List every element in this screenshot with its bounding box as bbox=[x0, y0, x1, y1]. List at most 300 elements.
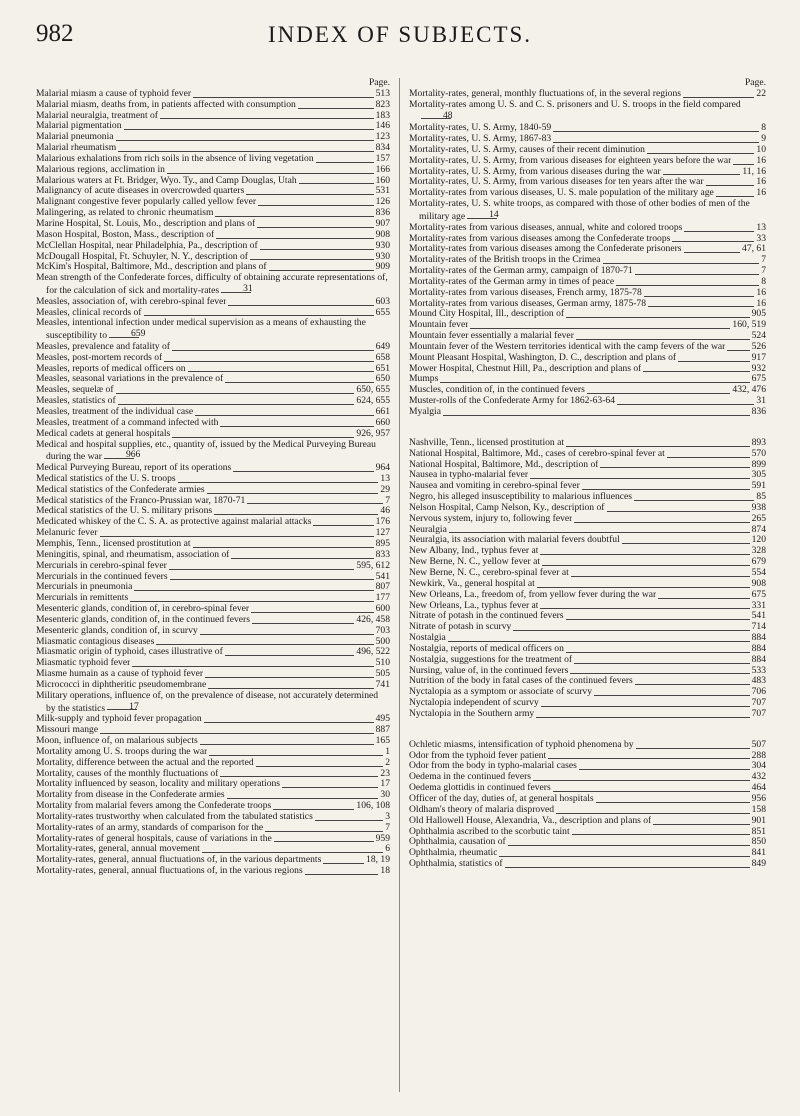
leader-line bbox=[648, 306, 754, 307]
entry-text: Mortality-rates, U. S. white troops, as compared with those of other bodies of men of the military age bbox=[409, 198, 750, 222]
entry-text: Mortality-rates, U. S. Army, from various diseases for ten years after the war bbox=[409, 177, 704, 188]
leader-line bbox=[204, 722, 374, 723]
entry-text: McClellan Hospital, near Philadelphia, Pa., description of bbox=[36, 240, 258, 251]
entry-page: 146 bbox=[375, 120, 390, 132]
entry-page: 3 bbox=[385, 810, 390, 822]
leader-line bbox=[449, 532, 750, 533]
entry-page: 675 bbox=[751, 588, 766, 600]
leader-line bbox=[200, 634, 374, 635]
entry-page: 707 bbox=[751, 697, 766, 709]
entry-page: 432, 476 bbox=[732, 384, 766, 396]
entry-page: 714 bbox=[751, 621, 766, 633]
index-entry bbox=[409, 601, 766, 612]
index-entry bbox=[36, 758, 390, 769]
index-entry bbox=[409, 783, 766, 794]
entry-page: 23 bbox=[380, 767, 390, 779]
leader-line bbox=[305, 874, 379, 875]
entry-page: 959 bbox=[375, 832, 390, 844]
entry-page: 541 bbox=[751, 610, 766, 622]
entry-text: Mortality-rates from various diseases among the Confederate prisoners bbox=[409, 244, 682, 255]
leader-line bbox=[678, 361, 749, 362]
entry-text: Malarial rheumatism bbox=[36, 143, 117, 154]
entry-page: 624, 655 bbox=[356, 395, 390, 407]
entry-text: Mortality influenced by season, locality and military operations bbox=[36, 779, 281, 790]
entry-page: 126 bbox=[375, 196, 390, 208]
entry-text: Measles, prevalence and fatality of bbox=[36, 341, 170, 352]
entry-text: Neuralgia bbox=[409, 524, 447, 535]
entry-text: Oedema glottidis in continued fevers bbox=[409, 783, 551, 794]
index-entry bbox=[409, 449, 766, 460]
leader-line bbox=[216, 238, 373, 239]
index-entry bbox=[36, 342, 390, 353]
entry-page: 106, 108 bbox=[356, 800, 390, 812]
entry-text: Military operations, influence of, on the prevalence of disease, not accurately determined by the statistics bbox=[36, 689, 379, 714]
entry-text: Mount Pleasant Hospital, Washington, D. C., description and plans of bbox=[409, 352, 677, 363]
entry-text: Medical statistics of the U. S. troops bbox=[36, 473, 176, 484]
index-entry bbox=[36, 197, 390, 208]
entry-page: 707 bbox=[751, 707, 766, 719]
entry-page: 7 bbox=[761, 265, 766, 277]
leader-line bbox=[653, 824, 749, 825]
leader-line bbox=[169, 569, 355, 570]
leader-line bbox=[683, 97, 754, 98]
leader-line bbox=[205, 677, 374, 678]
index-entry bbox=[409, 288, 766, 299]
index-entry bbox=[36, 208, 390, 219]
entry-text: Nitrate of potash in the continued fevers bbox=[409, 611, 564, 622]
entry-page: 157 bbox=[375, 152, 390, 164]
entry-page: 807 bbox=[375, 581, 390, 593]
leader-line bbox=[225, 382, 373, 383]
entry-page: 660 bbox=[375, 416, 390, 428]
entry-page: 432 bbox=[751, 771, 766, 783]
entry-text: Measles, clinical records of bbox=[36, 307, 142, 318]
entry-page: 966 bbox=[125, 449, 141, 461]
index-entry bbox=[409, 492, 766, 503]
entry-text: Mumps bbox=[409, 374, 439, 385]
leader-line bbox=[663, 174, 741, 175]
entry-page: 16 bbox=[756, 187, 766, 199]
entry-text: Ophthalmia, rheumatic bbox=[409, 848, 498, 859]
entry-page: 8 bbox=[761, 275, 766, 287]
entry-page: 849 bbox=[751, 858, 766, 870]
index-entry bbox=[409, 805, 766, 816]
leader-line bbox=[298, 108, 374, 109]
leader-line bbox=[566, 446, 750, 447]
entry-page: 483 bbox=[751, 675, 766, 687]
index-entry bbox=[409, 698, 766, 709]
entry-page: 658 bbox=[375, 351, 390, 363]
leader-line bbox=[260, 249, 374, 250]
entry-page: 909 bbox=[375, 261, 390, 273]
leader-line bbox=[250, 259, 374, 260]
entry-page: 851 bbox=[751, 825, 766, 837]
entry-page: 496, 522 bbox=[356, 646, 390, 658]
entry-page: 938 bbox=[751, 501, 766, 513]
index-entry bbox=[409, 611, 766, 622]
entry-text: Measles, statistics of bbox=[36, 396, 116, 407]
index-entry bbox=[409, 740, 766, 751]
index-entry bbox=[36, 121, 390, 132]
entry-page: 16 bbox=[756, 176, 766, 188]
entry-page: 304 bbox=[751, 760, 766, 772]
entry-text: Negro, his alleged insusceptibility to malarious influences bbox=[409, 492, 633, 503]
index-entry: Mortality-rates among U. S. and C. S. prisoners and U. S. troops in the field compared 48 bbox=[409, 98, 741, 121]
entry-text: Miasmatic contagious diseases bbox=[36, 636, 155, 647]
entry-page: 533 bbox=[751, 664, 766, 676]
entry-text: Nitrate of potash in scurvy bbox=[409, 622, 512, 633]
index-entry bbox=[36, 550, 390, 561]
entry-page: 595, 612 bbox=[356, 559, 390, 571]
index-entry bbox=[36, 396, 390, 407]
entry-text: Nyctalopia independent of scurvy bbox=[409, 698, 539, 709]
entry-page: 884 bbox=[751, 632, 766, 644]
index-entry bbox=[409, 622, 766, 633]
index-entry bbox=[36, 418, 390, 429]
entry-page: 30 bbox=[380, 789, 390, 801]
entry-text: Malarial miasm, deaths from, in patients affected with consumption bbox=[36, 99, 296, 110]
entry-page: 33 bbox=[756, 232, 766, 244]
entry-text: Newkirk, Va., general hospital at bbox=[409, 578, 535, 589]
entry-page: 823 bbox=[375, 98, 390, 110]
entry-text: National Hospital, Baltimore, Md., cases of cerebro-spinal fever at bbox=[409, 448, 665, 459]
index-entry bbox=[409, 503, 766, 514]
entry-text: Ophthalmia ascribed to the scorbutic taint bbox=[409, 826, 570, 837]
index-entry bbox=[409, 407, 766, 418]
entry-page: 907 bbox=[375, 217, 390, 229]
index-entry bbox=[409, 514, 766, 525]
entry-text: Mortality-rates, U. S. Army, causes of their recent diminution bbox=[409, 144, 645, 155]
entry-page: 651 bbox=[375, 362, 390, 374]
entry-text: Mortality-rates, general, annual fluctuations of, in the various regions bbox=[36, 866, 303, 877]
index-entry bbox=[36, 474, 390, 485]
entry-page: 706 bbox=[751, 686, 766, 698]
index-entry bbox=[409, 535, 766, 546]
leader-line bbox=[200, 744, 374, 745]
leader-line bbox=[570, 673, 749, 674]
leader-line bbox=[533, 780, 750, 781]
entry-page: 158 bbox=[751, 803, 766, 815]
entry-page: 11, 16 bbox=[742, 165, 766, 177]
entry-page: 123 bbox=[375, 131, 390, 143]
index-entry bbox=[36, 440, 390, 464]
entry-text: Malarial miasm a cause of typhoid fever bbox=[36, 88, 192, 99]
entry-text: Mean strength of the Confederate forces, difficulty of obtaining accurate representations of, for the calculation of sick and mortality-rates bbox=[36, 272, 388, 296]
leader-line bbox=[582, 489, 750, 490]
index-entry bbox=[36, 219, 390, 230]
entry-page: 932 bbox=[751, 362, 766, 374]
entry-text: Old Hallowell House, Alexandria, Va., description and plans of bbox=[409, 815, 652, 826]
entry-page: 526 bbox=[751, 340, 766, 352]
entry-page: 834 bbox=[375, 142, 390, 154]
leader-line bbox=[603, 263, 760, 264]
index-entry bbox=[36, 318, 390, 342]
entry-page: 7 bbox=[385, 821, 390, 833]
entry-page: 603 bbox=[375, 295, 390, 307]
entry-text: Neuralgia, its association with malarial fevers doubtful bbox=[409, 535, 620, 546]
entry-text: Malignancy of acute diseases in overcrowded quarters bbox=[36, 186, 245, 197]
index-entry bbox=[36, 385, 390, 396]
entry-page: 331 bbox=[751, 599, 766, 611]
entry-page: 675 bbox=[751, 373, 766, 385]
leader-line bbox=[156, 644, 373, 645]
entry-text: Officer of the day, duties of, at general hospitals bbox=[409, 794, 594, 804]
index-entry bbox=[36, 100, 390, 111]
index-entry bbox=[36, 154, 390, 165]
index-entry bbox=[409, 385, 766, 396]
leader-line bbox=[100, 536, 374, 537]
index-entry bbox=[36, 132, 390, 143]
entry-text: Mortality, causes of the monthly fluctuations of bbox=[36, 768, 219, 779]
entry-text: New Albany, Ind., typhus fever at bbox=[409, 546, 539, 557]
leader-line bbox=[160, 118, 374, 119]
leader-line bbox=[733, 164, 754, 165]
entry-text: Nostalgia, reports of medical officers on bbox=[409, 643, 564, 654]
leader-line bbox=[132, 666, 373, 667]
index-entry bbox=[36, 866, 390, 877]
index-entry bbox=[409, 234, 766, 245]
entry-text: Malignant congestive fever popularly called yellow fever bbox=[36, 197, 257, 208]
leader-line bbox=[727, 350, 749, 351]
leader-line bbox=[252, 623, 354, 624]
entry-text: Measles, reports of medical officers on bbox=[36, 363, 186, 374]
leader-line bbox=[440, 382, 749, 383]
entry-page: 464 bbox=[751, 782, 766, 794]
entry-page: 964 bbox=[375, 462, 390, 474]
leader-line bbox=[684, 252, 740, 253]
index-entry bbox=[409, 568, 766, 579]
index-entry bbox=[36, 582, 390, 593]
index-entry bbox=[36, 528, 390, 539]
entry-text: Mortality among U. S. troops during the war bbox=[36, 746, 208, 757]
leader-line bbox=[225, 655, 355, 656]
entry-page: 570 bbox=[751, 447, 766, 459]
leader-line bbox=[594, 695, 750, 696]
leader-line bbox=[257, 227, 373, 228]
entry-page: 554 bbox=[751, 566, 766, 578]
leader-line bbox=[208, 688, 373, 689]
leader-line bbox=[193, 97, 374, 98]
entry-text: Medical Purveying Bureau, report of its operations bbox=[36, 463, 232, 474]
leader-line bbox=[706, 185, 755, 186]
leader-line bbox=[116, 393, 355, 394]
entry-text: Ochletic miasms, intensification of typhoid phenomena by bbox=[409, 739, 634, 750]
leader-line bbox=[572, 834, 750, 835]
leader-line bbox=[274, 841, 374, 842]
leader-line bbox=[622, 543, 750, 544]
entry-page: 265 bbox=[751, 512, 766, 524]
entry-page: 531 bbox=[375, 185, 390, 197]
entry-page: 703 bbox=[375, 624, 390, 636]
index-entry bbox=[36, 186, 390, 197]
entry-page: 893 bbox=[751, 436, 766, 448]
entry-page: 6 bbox=[385, 843, 390, 855]
entry-page: 908 bbox=[375, 228, 390, 240]
entry-text: Mercurials in pneumonia bbox=[36, 582, 133, 593]
index-entry bbox=[36, 747, 390, 758]
entry-text: Mower Hospital, Chestnut Hill, Pa., description and plans of bbox=[409, 363, 642, 374]
entry-text: Oldham's theory of malaria disproved bbox=[409, 804, 555, 815]
index-entry bbox=[409, 374, 766, 385]
entry-text: Mountain fever of the Western territories identical with the camp fevers of the war bbox=[409, 341, 726, 352]
entry-text: Mortality-rates, general, annual fluctuations of, in the various departments bbox=[36, 855, 322, 866]
leader-line bbox=[540, 608, 749, 609]
entry-page: 926, 957 bbox=[356, 427, 390, 439]
leader-line bbox=[207, 493, 379, 494]
entry-text: Mortality-rates from various diseases among the Confederate troops bbox=[409, 233, 671, 244]
leader-line bbox=[202, 852, 383, 853]
index-entry bbox=[36, 823, 390, 834]
entry-text: Missouri mange bbox=[36, 725, 99, 736]
entry-text: Moon, influence of, on malarious subjects bbox=[36, 736, 198, 746]
entry-text: Nausea in typho-malarial fever bbox=[409, 470, 529, 481]
leader-line bbox=[220, 426, 373, 427]
leader-line bbox=[672, 241, 754, 242]
entry-page: 505 bbox=[375, 668, 390, 680]
entry-text: Memphis, Tenn., licensed prostitution at bbox=[36, 538, 191, 549]
index-entry bbox=[409, 320, 766, 331]
entry-page: 7 bbox=[385, 494, 390, 506]
index-entry bbox=[409, 460, 766, 471]
leader-line bbox=[566, 317, 750, 318]
index-entry bbox=[36, 801, 390, 812]
index-entry bbox=[409, 709, 766, 720]
index-entry bbox=[36, 637, 390, 648]
index-entry bbox=[409, 223, 766, 234]
index-column-right bbox=[409, 78, 766, 870]
entry-text: Mercurials in the continued fevers bbox=[36, 571, 168, 582]
leader-line bbox=[540, 554, 749, 555]
entry-text: Nelson Hospital, Camp Nelson, Ky., description of bbox=[409, 502, 605, 513]
entry-text: Malarial neuralgia, treatment of bbox=[36, 110, 158, 121]
leader-line bbox=[647, 153, 754, 154]
index-entry bbox=[36, 844, 390, 855]
leader-line bbox=[231, 558, 373, 559]
entry-text: Medical and hospital supplies, etc., quantity of, issued by the Medical Purveying Bureau during the war bbox=[36, 438, 376, 463]
index-entry bbox=[36, 736, 390, 747]
entry-text: Medical cadets at general hospitals bbox=[36, 428, 171, 439]
entry-page: 127 bbox=[375, 527, 390, 539]
leader-line bbox=[118, 404, 355, 405]
leader-line bbox=[215, 216, 373, 217]
leader-line bbox=[635, 274, 760, 275]
entry-text: Oedema in the continued fevers bbox=[409, 772, 532, 783]
entry-page: 741 bbox=[375, 678, 390, 690]
entry-text: Meningitis, spinal, and rheumatism, association of bbox=[36, 549, 230, 560]
entry-page: 495 bbox=[375, 713, 390, 725]
index-entry bbox=[409, 525, 766, 536]
entry-page: 16 bbox=[756, 297, 766, 309]
entry-text: McDougall Hospital, Ft. Schuyler, N. Y., description of bbox=[36, 251, 248, 262]
entry-text: Malingering, as related to chronic rheumatism bbox=[36, 208, 214, 219]
leader-line bbox=[616, 285, 759, 286]
index-entry bbox=[409, 644, 766, 655]
entry-text: Mortality-rates, U. S. Army, 1840-59 bbox=[409, 123, 552, 134]
leader-line bbox=[635, 684, 750, 685]
entry-page: 166 bbox=[375, 163, 390, 175]
leader-line bbox=[470, 328, 730, 329]
leader-line bbox=[269, 270, 374, 271]
entry-text: Mortality-rates, general, annual movement bbox=[36, 844, 200, 855]
entry-page: 7 bbox=[761, 254, 766, 266]
leader-line bbox=[258, 205, 374, 206]
entry-text: Odor from the typhoid fever patient bbox=[409, 750, 547, 761]
entry-page: 183 bbox=[375, 109, 390, 121]
index-entry bbox=[36, 669, 390, 680]
index-entry bbox=[409, 579, 766, 590]
column-divider bbox=[399, 78, 400, 1092]
index-entry bbox=[36, 143, 390, 154]
leader-line bbox=[178, 482, 379, 483]
leader-line bbox=[228, 305, 373, 306]
entry-page: 650 bbox=[375, 373, 390, 385]
entry-page: 29 bbox=[380, 483, 390, 495]
column-heading-left: Page. bbox=[368, 77, 390, 88]
entry-text: New Orleans, La., freedom of, from yellow fever during the war bbox=[409, 589, 657, 600]
entry-page: 836 bbox=[751, 406, 766, 417]
index-entry bbox=[36, 647, 390, 658]
entry-text: Marine Hospital, St. Louis, Mo., description and plans of bbox=[36, 218, 256, 229]
index-entry bbox=[409, 277, 766, 288]
index-entry bbox=[36, 230, 390, 241]
entry-page: 874 bbox=[751, 523, 766, 535]
entry-text: Mercurials in remittents bbox=[36, 593, 129, 604]
entry-page: 541 bbox=[375, 570, 390, 582]
leader-line bbox=[530, 478, 750, 479]
leader-line bbox=[716, 196, 755, 197]
entry-page: 10 bbox=[756, 143, 766, 155]
entry-page: 513 bbox=[375, 87, 390, 99]
leader-line bbox=[513, 630, 749, 631]
index-entry bbox=[36, 779, 390, 790]
index-entry bbox=[36, 593, 390, 604]
leader-line bbox=[576, 339, 750, 340]
entry-page: 46 bbox=[380, 505, 390, 517]
entry-text: Miasme humain as a cause of typhoid fever bbox=[36, 669, 204, 680]
entry-page: 887 bbox=[375, 724, 390, 736]
leader-line bbox=[553, 791, 750, 792]
leader-line bbox=[537, 587, 750, 588]
index-entry bbox=[409, 470, 766, 481]
leader-line bbox=[571, 576, 750, 577]
leader-line bbox=[634, 500, 754, 501]
entry-text: Nervous system, injury to, following fever bbox=[409, 513, 573, 524]
entry-page: 600 bbox=[375, 603, 390, 615]
entry-text: McKim's Hospital, Baltimore, Md., description and plans of bbox=[36, 262, 267, 273]
index-entry bbox=[36, 241, 390, 252]
entry-text: Nursing, value of, in the continued fevers bbox=[409, 665, 569, 676]
entry-page: 31 bbox=[756, 395, 766, 407]
leader-line bbox=[188, 371, 374, 372]
index-entry bbox=[409, 481, 766, 492]
entry-page: 22 bbox=[756, 87, 766, 99]
index-entry bbox=[409, 794, 766, 805]
entry-text: New Orleans, La., typhus fever at bbox=[409, 600, 539, 611]
entry-page: 18, 19 bbox=[366, 854, 390, 866]
index-entry bbox=[36, 463, 390, 474]
index-entry bbox=[409, 761, 766, 772]
index-entry bbox=[409, 342, 766, 353]
entry-page: 930 bbox=[375, 239, 390, 251]
entry-text: Mortality-rates of an army, standards of comparison for the bbox=[36, 822, 264, 833]
entry-text: New Berne, N. C., yellow fever at bbox=[409, 557, 541, 568]
index-entry bbox=[36, 615, 390, 626]
leader-line bbox=[542, 565, 750, 566]
page-number: 982 bbox=[36, 20, 74, 47]
entry-text: Medical statistics of the Franco-Prussian war, 1870-71 bbox=[36, 495, 246, 506]
entry-page: 650, 655 bbox=[356, 384, 390, 396]
entry-text: Mesenteric glands, condition of, in cerebro-spinal fever bbox=[36, 604, 250, 615]
